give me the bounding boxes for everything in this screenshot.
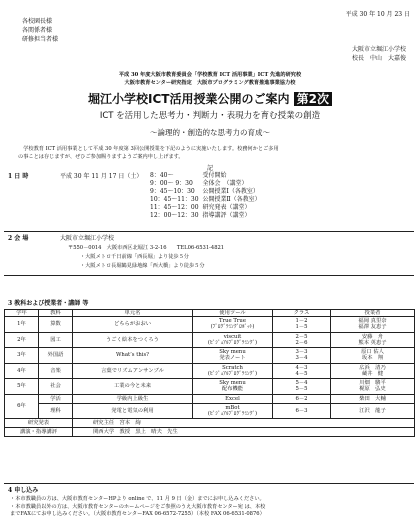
venue-school: 大阪市立堀江小学校 <box>60 235 115 242</box>
tool-name: True True <box>219 318 246 325</box>
research-value: 研究主任 宮本 絢 <box>73 419 415 428</box>
teacher-cell <box>331 332 415 348</box>
class-name: 1－5 <box>295 324 308 331</box>
ki-heading: 記 <box>206 165 213 172</box>
application-line: ・本市教職員の方は、大阪市教育センターHPより online で、11 月 9 日（金）までにお申し込みください。 <box>10 496 265 502</box>
grade-cell: 2年 <box>5 332 39 348</box>
schedule-row <box>148 196 263 204</box>
teacher-name: 熊本 英恵子 <box>358 339 387 346</box>
class-name: 4－3 <box>295 364 308 371</box>
teacher-cell <box>331 317 415 333</box>
table-row <box>5 348 415 364</box>
class-name: 1－2 <box>295 318 308 325</box>
teacher-name: 蔵井 健 <box>361 370 384 377</box>
subject-cell: 図工 <box>39 332 73 348</box>
schedule-event: 公開授業Ⅱ（各教室） <box>202 196 261 203</box>
review-value: 関西大学 教授 黒上 晴夫 先生 <box>73 428 415 437</box>
recipients <box>22 17 58 44</box>
subtitle-2: ～論理的・創造的な思考力の育成～ <box>150 128 270 137</box>
schedule-row <box>148 212 263 220</box>
tool-name: mBot <box>225 404 240 411</box>
table-header-row <box>5 310 415 317</box>
subject-cell: 音楽 <box>39 363 73 379</box>
schedule-event: 指導講評（講堂） <box>202 212 251 219</box>
subject-cell: 学活 <box>39 394 73 403</box>
unit-cell: 学級内上級生 <box>73 394 193 403</box>
table-row <box>5 379 415 395</box>
title-badge: 第2次 <box>294 92 332 106</box>
tool-detail: (ﾋﾞｼﾞｭｱﾙﾌﾟﾛｸﾞﾗﾐﾝｸﾞ) <box>207 339 258 346</box>
unit-cell: What’s this? <box>73 348 193 364</box>
document-date: 平成 30 年 10 月 23 日 <box>345 11 410 18</box>
title-text: 堀江小学校ICT活用授業公開のご案内 <box>87 92 290 106</box>
class-name: 2－5 <box>295 333 308 340</box>
tool-cell: Excel <box>193 394 273 403</box>
section-3-label: 3 教科および授業者・講師 等 <box>8 300 89 307</box>
schedule-table <box>148 172 263 220</box>
tool-cell <box>193 348 273 364</box>
schedule-row <box>148 172 263 180</box>
table-row <box>5 317 415 333</box>
grade-cell: 3年 <box>5 348 39 364</box>
class-name: 5－5 <box>295 386 308 393</box>
column-header: 単元名 <box>73 310 193 317</box>
section-divider <box>4 275 414 276</box>
teacher-cell <box>331 379 415 395</box>
intro-line: の事ことは存じますが、ぜひご参加賜りますようご案内申し上げます。 <box>18 154 184 160</box>
column-header: 教科 <box>39 310 73 317</box>
table-row <box>5 419 415 428</box>
section-divider <box>4 483 414 484</box>
schedule-time: 9：00～ 9：30 <box>150 180 193 187</box>
tool-cell <box>193 379 273 395</box>
sender-org: 大阪市立堀江小学校 <box>351 46 406 53</box>
class-name: 2－6 <box>295 339 308 346</box>
grade-cell: 1年 <box>5 317 39 333</box>
class-name: 3－4 <box>295 355 308 362</box>
teacher-name: 梶原 弘史 <box>359 386 386 393</box>
unit-cell: 工業の今と未来 <box>73 379 193 395</box>
subject-cell: 社会 <box>39 379 73 395</box>
venue-address: 〒550－0014 大阪市西区北堀江 3-2-16 TEL06-6531-4821 <box>68 245 225 251</box>
teacher-name: 福澤 友恵子 <box>358 324 387 331</box>
schedule-row <box>148 180 263 188</box>
subject-cell: 算数 <box>39 317 73 333</box>
review-label: 講演・指導講評 <box>5 428 73 437</box>
schedule-event: 公開授業Ⅰ（各教室） <box>202 188 259 195</box>
teacher-name: 福岡 真里奈 <box>358 318 387 325</box>
tool-cell <box>193 403 273 419</box>
tool-cell <box>193 363 273 379</box>
tool-detail: (ﾋﾞｼﾞｭｱﾙﾌﾟﾛｸﾞﾗﾐﾝｸﾞ) <box>207 410 258 417</box>
venue-access: ・大阪メトロ長堀鶴見緑地線「西大橋」より徒歩５分 <box>80 263 205 269</box>
class-name: 4－5 <box>295 370 308 377</box>
section-4-label: 4 申し込み <box>8 487 39 494</box>
recipient-line: 各校園長様 <box>22 18 53 25</box>
class-cell <box>273 332 331 348</box>
table-row <box>5 428 415 437</box>
section-1-date: 平成 30 年 11 月 17 日（土） <box>60 173 143 180</box>
tool-name: Sky menu <box>219 380 246 387</box>
recipient-line: 各関係者様 <box>22 27 53 34</box>
sender-principal: 校長 中山 大嘉俊 <box>351 55 406 62</box>
teacher-cell <box>331 348 415 364</box>
tool-detail: (ﾌﾟﾛｸﾞﾗﾐﾝｸﾞﾛﾎﾞｯﾄ) <box>210 324 255 331</box>
schedule-event: 研究発表（講堂） <box>202 204 251 211</box>
subject-cell: 理科 <box>39 403 73 419</box>
section-divider <box>4 231 414 232</box>
tool-name: Sky menu <box>219 349 246 356</box>
subject-cell: 外国語 <box>39 348 73 364</box>
table-row <box>5 332 415 348</box>
column-header: 授業者 <box>331 310 415 317</box>
recipient-line: 研修担当者様 <box>22 36 59 43</box>
class-name: 5－4 <box>295 380 308 387</box>
grade-cell: 5年 <box>5 379 39 395</box>
schedule-row <box>148 188 263 196</box>
unit-cell: どちらがおおい <box>73 317 193 333</box>
schedule-row <box>148 204 263 212</box>
class-cell: 6－2 <box>273 394 331 403</box>
venue-access: ・大阪メトロ千日前線「西長堀」より徒歩５分 <box>80 254 189 260</box>
tool-cell <box>193 317 273 333</box>
section-2-label: 2 会 場 <box>8 235 29 242</box>
teacher-cell <box>331 363 415 379</box>
teacher-name: 広浜 清乃 <box>359 364 386 371</box>
teacher-name: 安藤 舟 <box>361 333 384 340</box>
header-line: 平成 30 年度大阪市教育委員会「学校教育 ICT 活用事業」ICT 先進的研究校 <box>118 72 302 78</box>
column-header: 使用ツール <box>193 310 273 317</box>
section-1-label: 1 日 時 <box>8 173 29 180</box>
page-title <box>0 92 420 106</box>
table-row <box>5 403 415 419</box>
class-cell <box>273 379 331 395</box>
sender <box>352 45 406 63</box>
schedule-time: 11：45～12：00 <box>150 204 199 211</box>
intro-paragraph <box>18 145 279 161</box>
tool-detail: 発表ノート <box>219 355 246 362</box>
tool-detail: (ﾋﾞｼﾞｭｱﾙﾌﾟﾛｸﾞﾗﾐﾝｸﾞ) <box>207 370 258 377</box>
teacher-cell: 柴田 大輔 <box>331 394 415 403</box>
table-row <box>5 394 415 403</box>
header-block <box>0 71 420 87</box>
class-cell <box>273 363 331 379</box>
column-header: クラス <box>273 310 331 317</box>
tool-name: viscuit <box>223 333 242 340</box>
lessons-table <box>4 309 415 437</box>
subtitle: ICT を活用した思考力・判断力・表現力を育む授業の創造 <box>99 111 321 121</box>
table-row <box>5 363 415 379</box>
unit-cell: うごく絵本をつくろう <box>73 332 193 348</box>
research-label: 研究発表 <box>5 419 73 428</box>
application-line: ・本市教職員以外の方は、大阪市教育センターのホームページをご参照のうえ大阪市教育センター宛 は、本校 <box>10 503 266 510</box>
application-line: までFAXにてお申し込みください。（大阪市教育センターFAX 06-6572-7255）（本校 FAX 06-6531-0876） <box>10 511 265 517</box>
schedule-time: 10：45～11：30 <box>150 196 199 203</box>
schedule-event: 受付開始 <box>202 172 227 179</box>
grade-cell: 4年 <box>5 363 39 379</box>
schedule-time: 12：00～12：30 <box>150 212 199 219</box>
teacher-name: 坂本 翔 <box>361 355 384 362</box>
class-cell <box>273 348 331 364</box>
unit-cell: 発電と電気の利用 <box>73 403 193 419</box>
class-cell: 6－3 <box>273 403 331 419</box>
grade-cell: 6年 <box>5 394 39 419</box>
teacher-cell: 江沢 龍子 <box>331 403 415 419</box>
tool-name: Scratch <box>222 364 243 371</box>
teacher-name: 原口 佑人 <box>361 349 384 356</box>
teacher-name: 川畑 駿平 <box>359 380 386 387</box>
class-cell <box>273 317 331 333</box>
class-name: 3－3 <box>295 349 308 356</box>
unit-cell: 言葉でリズムアンサンブル <box>73 363 193 379</box>
tool-detail: 配布機能 <box>221 386 244 393</box>
column-header: 学年 <box>5 310 39 317</box>
tool-cell <box>193 332 273 348</box>
intro-line: 学校教育 ICT 活用事業として平成 30 年度第 3回公開授業を下記のように実施いたします。校務何かとご多用 <box>18 146 279 152</box>
schedule-time: 9：45～10：30 <box>150 188 195 195</box>
schedule-event: 全体会 （講堂） <box>202 180 248 187</box>
header-line: 大阪市教育センター研究指定 大阪市プログラミング教育推進事業協力校 <box>124 80 296 86</box>
application-notes <box>10 496 265 519</box>
schedule-time: 8：40～ <box>150 172 174 179</box>
